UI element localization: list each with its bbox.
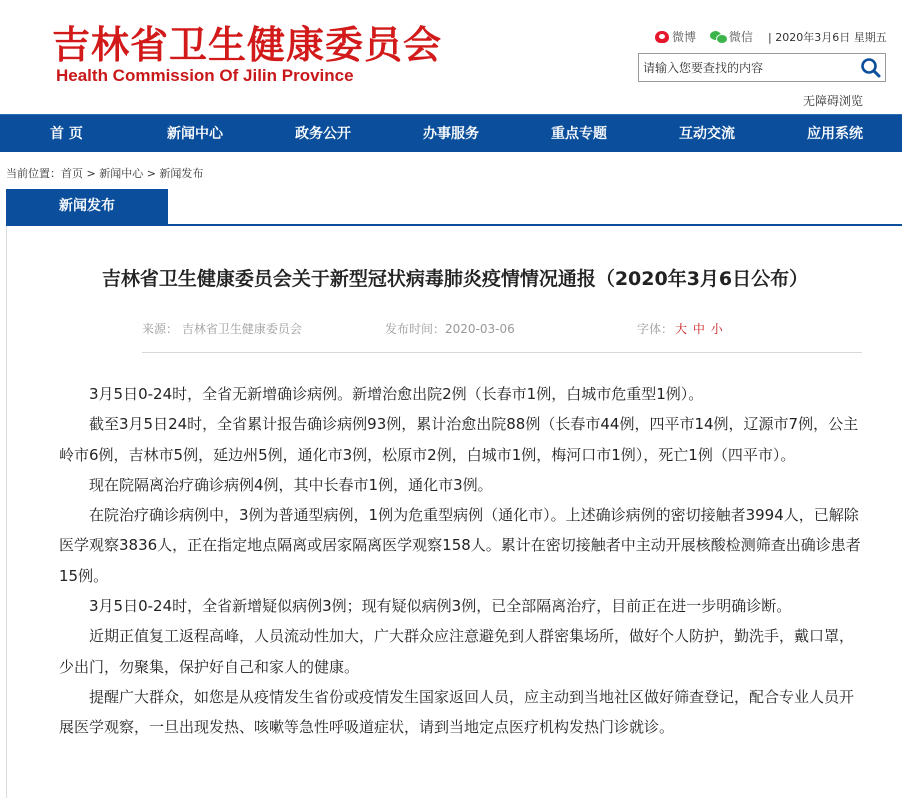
nav-news-center[interactable]: 新闻中心 xyxy=(167,126,223,142)
search-input[interactable] xyxy=(643,58,858,77)
article-paragraph: 3月5日0-24时，全省新增疑似病例3例；现有疑似病例3例，已全部隔离治疗，目前正在进一步明确诊断。 xyxy=(89,597,792,616)
nav-home[interactable]: 首 页 xyxy=(50,126,83,142)
font-size-switcher xyxy=(637,320,723,337)
nav-gov-affairs[interactable]: 政务公开 xyxy=(295,126,351,142)
article-body xyxy=(59,379,867,743)
article-date xyxy=(385,320,515,337)
nav-interaction[interactable]: 互动交流 xyxy=(679,126,735,142)
article-paragraph: 3月5日0-24时，全省无新增确诊病例。新增治愈出院2例（长春市1例，白城市危重型1例）。 xyxy=(89,385,704,403)
source-value: 吉林省卫生健康委员会 xyxy=(181,322,302,336)
font-size-label: 字体： xyxy=(637,322,674,336)
wechat-icon[interactable] xyxy=(710,31,726,43)
site-logo-subtitle: Health Commission Of Jilin Province xyxy=(56,66,354,85)
article-panel xyxy=(6,226,902,798)
search-icon xyxy=(859,56,883,79)
weibo-icon[interactable] xyxy=(655,31,669,43)
weibo-link[interactable]: 微博 xyxy=(672,30,697,44)
font-size-medium[interactable]: 中 xyxy=(692,322,705,336)
main-nav xyxy=(0,114,902,152)
search-button[interactable] xyxy=(859,56,883,79)
article-paragraph: 提醒广大群众，如您是从疫情发生省份或疫情发生国家返回人员，应主动到当地社区做好筛查登记，配合专业人员开展医学观察，一旦出现发热、咳嗽等急性呼吸道症状，请到当地定点医疗机构发热门诊就诊。 xyxy=(59,687,855,737)
accessible-browse-link[interactable]: 无障碍浏览 xyxy=(803,94,864,108)
social-links xyxy=(655,28,753,45)
article-title: 吉林省卫生健康委员会关于新型冠状病毒肺炎疫情情况通报（2020年3月6日公布） xyxy=(101,268,809,290)
article-paragraph: 现在院隔离治疗确诊病例4例，其中长春市1例，通化市3例。 xyxy=(89,475,493,494)
section-tab-news-release[interactable]: 新闻发布 xyxy=(6,189,168,224)
article-paragraph: 近期正值复工返程高峰，人员流动性加大，广大群众应注意避免到人群密集场所，做好个人防护，勤洗手，戴口罩，少出门，勿聚集，保护好自己和家人的健康。 xyxy=(59,627,855,676)
breadcrumb[interactable]: 当前位置：首页 > 新闻中心 > 新闻发布 xyxy=(6,167,204,180)
date-value: 2020-03-06 xyxy=(445,322,515,336)
nav-services[interactable]: 办事服务 xyxy=(423,126,479,142)
search-box xyxy=(638,53,886,82)
font-size-small[interactable]: 小 xyxy=(710,322,723,336)
meta-divider xyxy=(142,352,862,353)
article-paragraph: 截至3月5日24时，全省累计报告确诊病例93例，累计治愈出院88例（长春市44例，四平市14例，辽源市7例，公主岭市6例，吉林市5例，延边州5例，通化市3例，松原市2例，白城市1例，梅河口市1例），死亡1例（四平市）。 xyxy=(59,415,859,464)
site-logo-title[interactable]: 吉林省卫生健康委员会 xyxy=(52,23,443,67)
nav-apps[interactable]: 应用系统 xyxy=(807,126,863,142)
nav-topics[interactable]: 重点专题 xyxy=(551,126,607,142)
section-header xyxy=(6,189,902,227)
current-date: | 2020年3月6日 星期五 xyxy=(768,31,887,44)
article-paragraph: 在院治疗确诊病例中，3例为普通型病例，1例为危重型病例（通化市）。上述确诊病例的密切接触者3994人，已解除医学观察3836人，正在指定地点隔离或居家隔离医学观察158人。累计在密切接触者中主动开展核酸检测筛查出确诊患者15例。 xyxy=(59,506,861,585)
site-header xyxy=(0,0,902,114)
wechat-link[interactable]: 微信 xyxy=(728,30,753,44)
font-size-large[interactable]: 大 xyxy=(675,322,688,336)
article-source xyxy=(142,320,302,337)
source-label: 来源： xyxy=(142,322,179,336)
date-label: 发布时间： xyxy=(385,322,446,336)
